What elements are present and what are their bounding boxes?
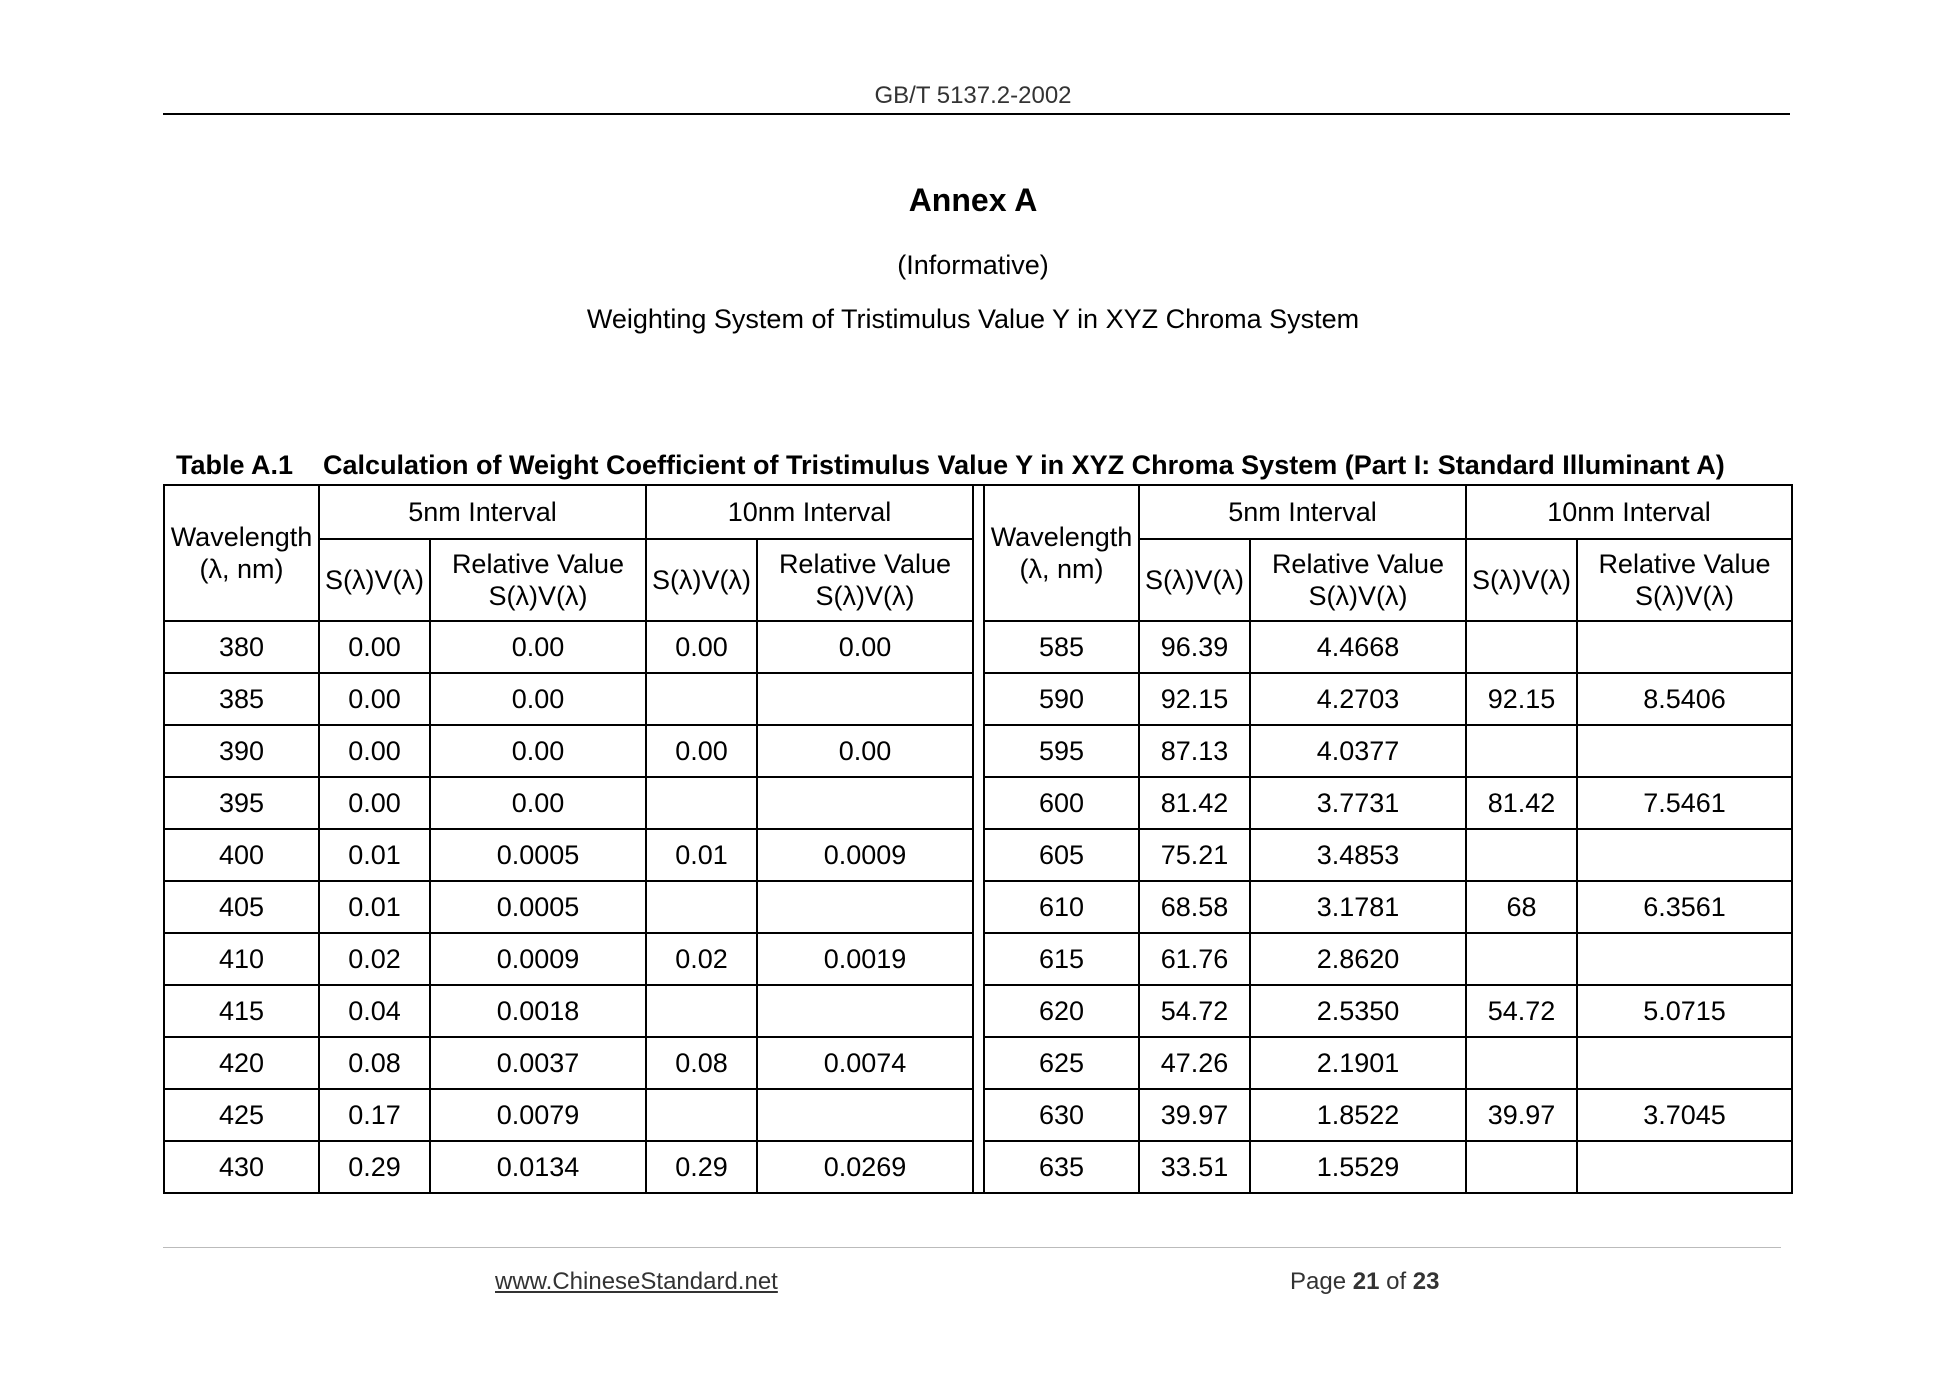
relative-5nm-cell: 0.00 bbox=[430, 673, 646, 725]
wavelength-cell: 615 bbox=[984, 933, 1139, 985]
svl-header: S(λ)V(λ) bbox=[319, 539, 430, 621]
table-row bbox=[164, 1037, 1792, 1089]
relative-10nm-cell: 0.00 bbox=[757, 725, 973, 777]
relative-5nm-cell: 0.0005 bbox=[430, 829, 646, 881]
table-caption-number: Table A.1 bbox=[176, 450, 294, 480]
table-column-separator bbox=[973, 485, 984, 621]
relative-5nm-cell: 0.0037 bbox=[430, 1037, 646, 1089]
relative-value-formula: S(λ)V(λ) bbox=[488, 581, 588, 611]
table-row bbox=[164, 1141, 1792, 1193]
interval-10nm-header: 10nm Interval bbox=[1466, 485, 1792, 539]
relative-value-header bbox=[1250, 539, 1466, 621]
relative-5nm-cell: 1.5529 bbox=[1250, 1141, 1466, 1193]
interval-5nm-header: 5nm Interval bbox=[319, 485, 646, 539]
relative-10nm-cell: 0.0009 bbox=[757, 829, 973, 881]
svl-10nm-cell: 92.15 bbox=[1466, 673, 1577, 725]
table-body bbox=[164, 621, 1792, 1193]
svl-10nm-cell bbox=[1466, 1037, 1577, 1089]
svl-5nm-cell: 0.08 bbox=[319, 1037, 430, 1089]
wavelength-header bbox=[164, 485, 319, 621]
svl-10nm-cell bbox=[1466, 725, 1577, 777]
svl-5nm-cell: 75.21 bbox=[1139, 829, 1250, 881]
page-total: 23 bbox=[1412, 1268, 1440, 1295]
table-row bbox=[164, 777, 1792, 829]
wavelength-cell: 380 bbox=[164, 621, 319, 673]
svl-10nm-cell bbox=[1466, 933, 1577, 985]
svl-10nm-cell: 0.00 bbox=[646, 621, 757, 673]
relative-5nm-cell: 3.1781 bbox=[1250, 881, 1466, 933]
wavelength-header-unit: (λ, nm) bbox=[199, 554, 284, 584]
wavelength-cell: 430 bbox=[164, 1141, 319, 1193]
relative-value-label: Relative Value bbox=[1271, 548, 1445, 579]
svl-5nm-cell: 33.51 bbox=[1139, 1141, 1250, 1193]
relative-5nm-cell: 0.00 bbox=[430, 621, 646, 673]
wavelength-cell: 610 bbox=[984, 881, 1139, 933]
page-prefix: Page bbox=[1290, 1268, 1347, 1295]
table-column-separator bbox=[973, 673, 984, 725]
relative-value-label: Relative Value bbox=[451, 548, 625, 579]
relative-value-header bbox=[430, 539, 646, 621]
header-divider bbox=[163, 113, 1790, 115]
relative-5nm-cell: 4.4668 bbox=[1250, 621, 1466, 673]
relative-value-formula: S(λ)V(λ) bbox=[815, 581, 915, 611]
svl-10nm-cell bbox=[646, 777, 757, 829]
relative-5nm-cell: 2.5350 bbox=[1250, 985, 1466, 1037]
svl-header: S(λ)V(λ) bbox=[1466, 539, 1577, 621]
svl-5nm-cell: 0.01 bbox=[319, 881, 430, 933]
relative-5nm-cell: 1.8522 bbox=[1250, 1089, 1466, 1141]
svl-10nm-cell bbox=[646, 673, 757, 725]
relative-10nm-cell bbox=[1577, 725, 1792, 777]
relative-5nm-cell: 0.0009 bbox=[430, 933, 646, 985]
annex-title: Annex A bbox=[908, 182, 1038, 218]
relative-5nm-cell: 2.8620 bbox=[1250, 933, 1466, 985]
wavelength-cell: 395 bbox=[164, 777, 319, 829]
svl-5nm-cell: 87.13 bbox=[1139, 725, 1250, 777]
relative-5nm-cell: 2.1901 bbox=[1250, 1037, 1466, 1089]
svl-10nm-cell: 0.29 bbox=[646, 1141, 757, 1193]
svl-5nm-cell: 0.02 bbox=[319, 933, 430, 985]
svl-5nm-cell: 0.29 bbox=[319, 1141, 430, 1193]
svl-10nm-cell: 0.00 bbox=[646, 725, 757, 777]
relative-10nm-cell bbox=[1577, 621, 1792, 673]
svl-5nm-cell: 0.17 bbox=[319, 1089, 430, 1141]
wavelength-cell: 625 bbox=[984, 1037, 1139, 1089]
table-caption bbox=[176, 450, 1725, 481]
svl-10nm-cell: 68 bbox=[1466, 881, 1577, 933]
svl-5nm-cell: 68.58 bbox=[1139, 881, 1250, 933]
svl-header: S(λ)V(λ) bbox=[646, 539, 757, 621]
svl-10nm-cell: 0.08 bbox=[646, 1037, 757, 1089]
svl-5nm-cell: 54.72 bbox=[1139, 985, 1250, 1037]
table-row bbox=[164, 933, 1792, 985]
wavelength-cell: 410 bbox=[164, 933, 319, 985]
table-row bbox=[164, 725, 1792, 777]
table-column-separator bbox=[973, 621, 984, 673]
relative-5nm-cell: 0.0018 bbox=[430, 985, 646, 1037]
relative-value-header bbox=[1577, 539, 1792, 621]
page-of: of bbox=[1386, 1268, 1407, 1295]
wavelength-cell: 635 bbox=[984, 1141, 1139, 1193]
relative-5nm-cell: 0.0005 bbox=[430, 881, 646, 933]
page-indicator bbox=[1290, 1268, 1440, 1296]
svl-header: S(λ)V(λ) bbox=[1139, 539, 1250, 621]
relative-10nm-cell bbox=[1577, 1037, 1792, 1089]
relative-5nm-cell: 0.0134 bbox=[430, 1141, 646, 1193]
relative-10nm-cell bbox=[757, 1089, 973, 1141]
table-column-separator bbox=[973, 1089, 984, 1141]
relative-5nm-cell: 0.00 bbox=[430, 777, 646, 829]
table-column-separator bbox=[973, 933, 984, 985]
table-row bbox=[164, 621, 1792, 673]
relative-10nm-cell: 0.00 bbox=[757, 621, 973, 673]
table-header-row bbox=[164, 485, 1792, 539]
wavelength-cell: 620 bbox=[984, 985, 1139, 1037]
svl-5nm-cell: 92.15 bbox=[1139, 673, 1250, 725]
annex-subtitle: (Informative) bbox=[897, 250, 1049, 280]
svl-5nm-cell: 0.00 bbox=[319, 673, 430, 725]
relative-5nm-cell: 4.2703 bbox=[1250, 673, 1466, 725]
document-code: GB/T 5137.2-2002 bbox=[874, 82, 1072, 109]
wavelength-header-unit: (λ, nm) bbox=[1019, 554, 1104, 584]
relative-5nm-cell: 4.0377 bbox=[1250, 725, 1466, 777]
relative-10nm-cell bbox=[757, 881, 973, 933]
wavelength-cell: 630 bbox=[984, 1089, 1139, 1141]
wavelength-cell: 590 bbox=[984, 673, 1139, 725]
interval-10nm-header: 10nm Interval bbox=[646, 485, 973, 539]
svl-5nm-cell: 0.04 bbox=[319, 985, 430, 1037]
footer-divider bbox=[163, 1247, 1781, 1248]
svl-10nm-cell: 0.01 bbox=[646, 829, 757, 881]
table-row bbox=[164, 881, 1792, 933]
wavelength-cell: 415 bbox=[164, 985, 319, 1037]
wavelength-cell: 420 bbox=[164, 1037, 319, 1089]
svl-5nm-cell: 0.00 bbox=[319, 725, 430, 777]
relative-value-label: Relative Value bbox=[778, 548, 952, 579]
relative-10nm-cell: 7.5461 bbox=[1577, 777, 1792, 829]
page-current: 21 bbox=[1352, 1268, 1380, 1295]
relative-10nm-cell: 5.0715 bbox=[1577, 985, 1792, 1037]
wavelength-cell: 425 bbox=[164, 1089, 319, 1141]
table-row bbox=[164, 1089, 1792, 1141]
relative-10nm-cell bbox=[757, 777, 973, 829]
relative-10nm-cell: 0.0019 bbox=[757, 933, 973, 985]
svl-10nm-cell: 54.72 bbox=[1466, 985, 1577, 1037]
svl-10nm-cell bbox=[1466, 621, 1577, 673]
svl-5nm-cell: 0.01 bbox=[319, 829, 430, 881]
table-row bbox=[164, 673, 1792, 725]
relative-10nm-cell bbox=[1577, 1141, 1792, 1193]
table-column-separator bbox=[973, 1037, 984, 1089]
table-row bbox=[164, 985, 1792, 1037]
website-link[interactable]: www.ChineseStandard.net bbox=[495, 1268, 778, 1295]
svl-10nm-cell bbox=[1466, 1141, 1577, 1193]
relative-10nm-cell: 8.5406 bbox=[1577, 673, 1792, 725]
table-column-separator bbox=[973, 777, 984, 829]
interval-5nm-header: 5nm Interval bbox=[1139, 485, 1466, 539]
svl-10nm-cell bbox=[646, 881, 757, 933]
svl-5nm-cell: 0.00 bbox=[319, 777, 430, 829]
svl-5nm-cell: 47.26 bbox=[1139, 1037, 1250, 1089]
svl-10nm-cell bbox=[646, 985, 757, 1037]
relative-5nm-cell: 0.00 bbox=[430, 725, 646, 777]
wavelength-header-label: Wavelength bbox=[170, 521, 313, 552]
wavelength-cell: 585 bbox=[984, 621, 1139, 673]
relative-value-formula: S(λ)V(λ) bbox=[1635, 581, 1734, 611]
svl-5nm-cell: 61.76 bbox=[1139, 933, 1250, 985]
relative-10nm-cell bbox=[1577, 933, 1792, 985]
wavelength-cell: 400 bbox=[164, 829, 319, 881]
relative-value-header bbox=[757, 539, 973, 621]
wavelength-cell: 405 bbox=[164, 881, 319, 933]
svl-5nm-cell: 81.42 bbox=[1139, 777, 1250, 829]
svl-5nm-cell: 96.39 bbox=[1139, 621, 1250, 673]
table-column-separator bbox=[973, 881, 984, 933]
wavelength-cell: 600 bbox=[984, 777, 1139, 829]
relative-10nm-cell: 0.0269 bbox=[757, 1141, 973, 1193]
table-column-separator bbox=[973, 1141, 984, 1193]
relative-10nm-cell: 6.3561 bbox=[1577, 881, 1792, 933]
wavelength-cell: 385 bbox=[164, 673, 319, 725]
table-column-separator bbox=[973, 725, 984, 777]
relative-10nm-cell: 0.0074 bbox=[757, 1037, 973, 1089]
relative-5nm-cell: 3.4853 bbox=[1250, 829, 1466, 881]
relative-10nm-cell bbox=[1577, 829, 1792, 881]
relative-5nm-cell: 0.0079 bbox=[430, 1089, 646, 1141]
relative-10nm-cell bbox=[757, 985, 973, 1037]
svl-5nm-cell: 0.00 bbox=[319, 621, 430, 673]
wavelength-header-label: Wavelength bbox=[990, 521, 1133, 552]
wavelength-header bbox=[984, 485, 1139, 621]
svl-10nm-cell bbox=[646, 1089, 757, 1141]
svl-10nm-cell: 81.42 bbox=[1466, 777, 1577, 829]
relative-value-formula: S(λ)V(λ) bbox=[1308, 581, 1408, 611]
relative-value-label: Relative Value bbox=[1598, 548, 1771, 579]
weight-coefficient-table bbox=[163, 484, 1793, 1194]
wavelength-cell: 390 bbox=[164, 725, 319, 777]
wavelength-cell: 595 bbox=[984, 725, 1139, 777]
relative-10nm-cell: 3.7045 bbox=[1577, 1089, 1792, 1141]
annex-description: Weighting System of Tristimulus Value Y in XYZ Chroma System bbox=[586, 304, 1360, 334]
wavelength-cell: 605 bbox=[984, 829, 1139, 881]
relative-10nm-cell bbox=[757, 673, 973, 725]
table-column-separator bbox=[973, 985, 984, 1037]
relative-5nm-cell: 3.7731 bbox=[1250, 777, 1466, 829]
table-caption-text: Calculation of Weight Coefficient of Tristimulus Value Y in XYZ Chroma System (Part I: Standard Illuminant A) bbox=[323, 450, 1725, 480]
svl-10nm-cell: 0.02 bbox=[646, 933, 757, 985]
svl-5nm-cell: 39.97 bbox=[1139, 1089, 1250, 1141]
table-column-separator bbox=[973, 829, 984, 881]
svl-10nm-cell bbox=[1466, 829, 1577, 881]
table-row bbox=[164, 829, 1792, 881]
svl-10nm-cell: 39.97 bbox=[1466, 1089, 1577, 1141]
